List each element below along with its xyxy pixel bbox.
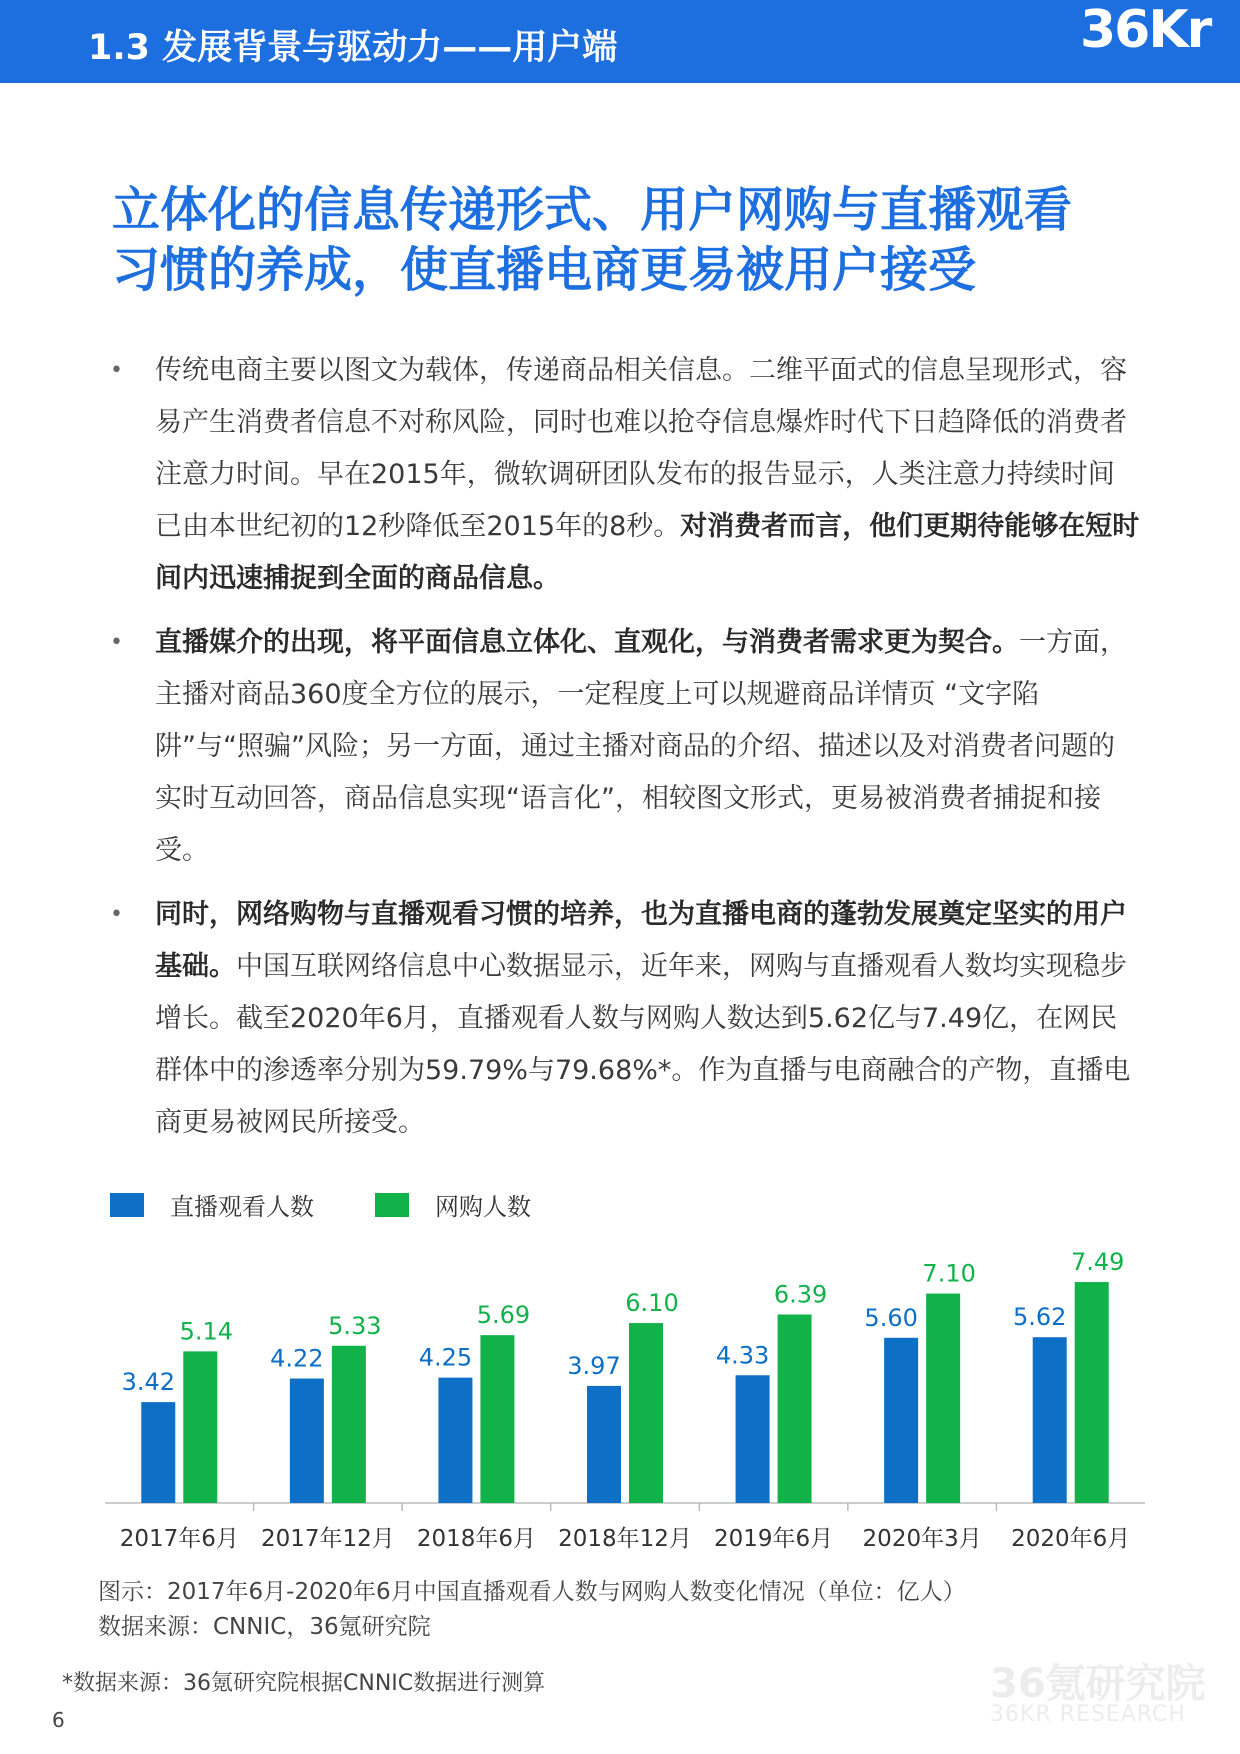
data-label: 4.33 [715, 1341, 770, 1370]
bar-live-viewers [1033, 1337, 1067, 1503]
watermark-en: 36KR RESEARCH [990, 1702, 1186, 1727]
bullet-list [110, 345, 1140, 1161]
bar-online-shoppers [1075, 1282, 1109, 1503]
data-label: 5.69 [476, 1301, 531, 1330]
bullet-item [110, 345, 1140, 605]
page-number: 6 [52, 1708, 65, 1732]
footnote: *数据来源：36氪研究院根据CNNIC数据进行测算 [62, 1671, 546, 1696]
bar-live-viewers [141, 1402, 175, 1503]
bar-live-viewers [736, 1375, 770, 1503]
bullet-bold-text: 对消费者而言，他们更期待能够在短时间内迅速捕捉到全面的商品信息。 [155, 511, 1140, 594]
data-source: 数据来源：CNNIC，36氪研究院 [98, 1614, 431, 1640]
section-title: 1.3 发展背景与驱动力——用户端 [88, 28, 618, 68]
x-tick-label: 2017年12月 [260, 1526, 395, 1552]
bullet-text: 一方面，主播对商品360度全方位的展示，一定程度上可以规避商品详情页 “文字陷阱”与“照骗”风险；另一方面，通过主播对商品的介绍、描述以及对消费者问题的实时互动回答，商品信息实现“语言化”，相较图文形式，更易被消费者捕捉和接受。 [155, 627, 1127, 866]
bar-online-shoppers [480, 1335, 514, 1503]
x-tick-label: 2020年3月 [862, 1526, 982, 1552]
data-label: 3.42 [121, 1368, 176, 1397]
data-label: 4.22 [270, 1344, 324, 1373]
brand-logo: 36Kr [1080, 0, 1211, 60]
legend-swatch [110, 1193, 144, 1217]
page-headline [112, 180, 1152, 300]
legend-label: 直播观看人数 [170, 1193, 314, 1221]
legend-label: 网购人数 [435, 1193, 531, 1221]
data-label: 5.33 [328, 1311, 382, 1340]
bullet-bold-text: 同时，网络购物与直播观看习惯的培养，也为直播电商的蓬勃发展奠定坚实的用户基础。 [155, 899, 1127, 982]
legend-swatch [375, 1193, 409, 1217]
data-label: 4.25 [418, 1343, 473, 1372]
data-label: 5.14 [179, 1317, 234, 1346]
bar-online-shoppers [332, 1346, 366, 1503]
watermark-cn: 36氪研究院 [990, 1661, 1206, 1707]
x-tick-label: 2018年6月 [416, 1526, 537, 1552]
bar-online-shoppers [926, 1294, 960, 1503]
x-tick-label: 2020年6月 [1011, 1526, 1131, 1552]
figure-caption: 图示：2017年6月-2020年6月中国直播观看人数与网购人数变化情况（单位：亿人） [98, 1579, 966, 1605]
x-tick-label: 2019年6月 [713, 1526, 834, 1552]
bar-chart [90, 1175, 1170, 1555]
bar-live-viewers [290, 1379, 324, 1503]
data-label: 5.62 [1012, 1303, 1067, 1332]
headline-line-2: 习惯的养成，使直播电商更易被用户接受 [112, 242, 977, 298]
data-label: 6.10 [625, 1289, 679, 1318]
bullet-bold-text: 直播媒介的出现，将平面信息立体化、直观化，与消费者需求更为契合。 [155, 627, 1019, 658]
data-label: 7.10 [922, 1259, 976, 1288]
x-tick-label: 2017年6月 [119, 1526, 239, 1552]
bar-online-shoppers [629, 1323, 663, 1503]
bullet-dot: • [110, 902, 123, 927]
bullet-dot: • [110, 630, 123, 655]
data-label: 6.39 [773, 1280, 828, 1309]
data-label: 5.60 [864, 1303, 918, 1332]
bar-live-viewers [884, 1338, 918, 1503]
bar-live-viewers [438, 1378, 472, 1503]
bullet-item [110, 889, 1140, 1149]
bullet-dot: • [110, 358, 123, 383]
data-label: 3.97 [567, 1351, 621, 1380]
bar-online-shoppers [778, 1314, 812, 1503]
bar-online-shoppers [183, 1351, 217, 1503]
bullet-item [110, 617, 1140, 877]
headline-line-1: 立体化的信息传递形式、用户网购与直播观看 [112, 182, 1073, 238]
bullet-text: 传统电商主要以图文为载体，传递商品相关信息。二维平面式的信息呈现形式，容易产生消费者信息不对称风险，同时也难以抢夺信息爆炸时代下日趋降低的消费者注意力时间。早在2015年，微软调研团队发布的报告显示，人类注意力持续时间已由本世纪初的12秒降低至2015年的8秒。 [155, 355, 1127, 542]
bar-live-viewers [587, 1386, 621, 1503]
bullet-text: 中国互联网络信息中心数据显示，近年来，网购与直播观看人数均实现稳步增长。截至2020年6月，直播观看人数与网购人数达到5.62亿与7.49亿，在网民群体中的渗透率分别为59.79%与79.68%*。作为直播与电商融合的产物，直播电商更易被网民所接受。 [155, 951, 1131, 1138]
data-label: 7.49 [1070, 1248, 1125, 1277]
x-tick-label: 2018年12月 [558, 1526, 692, 1552]
header-bar [0, 0, 1240, 83]
